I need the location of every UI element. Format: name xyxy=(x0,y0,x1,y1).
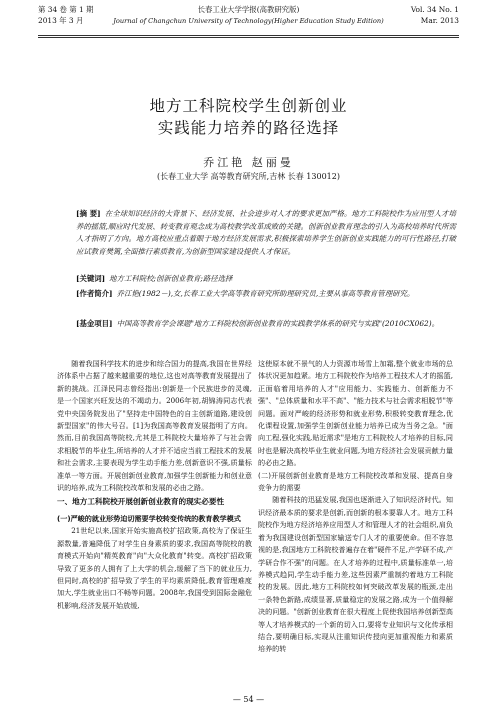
keywords-text: 地方工科院校;创新创业教育;路径选择 xyxy=(109,274,233,283)
subsection-heading-2: (二)开展创新创业教育是地方工科院校改革和发展、提高自身竞争力的需要 xyxy=(258,470,453,493)
section-heading-1: 一、地方工科院校开展创新创业教育的现实必要性 xyxy=(57,497,225,507)
header-journal-cn: 长春工业大学学报(高教研究版) xyxy=(197,5,300,14)
header-rule-thin xyxy=(38,37,459,38)
page-number: — 54 — xyxy=(232,695,265,704)
header-journal-en: Journal of Changchun University of Technology(Higher Education Study Edition) xyxy=(113,17,384,25)
header-date-en: Mar. 2013 xyxy=(420,16,459,25)
body-paragraph-left: 21世纪以来,国家开始实施高校扩招政策,高校为了保证生源数量,普遍降低了对学生自身素质的要求,我国高等院校的教育模式开始向"精英教育"向"大众化教育"转变。高校扩招政策导致了更多的人拥有了上大学的机会,缓解了当下的就业压力,但同时,高校的扩招导致了学生的平均素质降低,教育管理难度加大,学生就业出口不畅等问题。2008年,我国受到国际金融危机影响,经济发展开始放缓, xyxy=(57,526,252,610)
intro-paragraph: 随着我国科学技术的进步和综合国力的提高,我国在世界经济体系中占据了越来越重要的地位,这也对高等教育发展提出了新的挑战。江泽民同志曾经指出:创新是一个民族进步的灵魂,是一个国家兴旺发达的不竭动力。2006年初,胡锦涛同志代表党中央国务院发出了"坚持走中国特色的自主创新道路,建设创新型国家"的伟大号召。[1]为我国高等教育发展指明了方向。然而,目前我国高等院校,尤其是工科院校大量培养了与社会需求相脱节的毕业生,所培养的人才并不适应当前工程技术的发展和社会需求,主要表现为学生动手能力差,创新意识不强,质量标准单一等方面。开展创新创业教育,加强学生创新能力和创业意识的培养,成为工科院校改革和发展的必由之路。 xyxy=(57,359,252,493)
author-info xyxy=(76,288,456,301)
header-volume-en: Vol. 34 No. 1 xyxy=(410,5,459,14)
body-paragraph-right: 随着科技的迅猛发展,我国也逐渐进入了知识经济时代。知识经济最本质的要求是创新,而创新的根本要靠人才。地方工科院校作为地方经济培养应用型人才和管理人才的社会组织,肩负着为我国建设创新型国家输送专门人才的重要使命。但不容忽视的是,我国地方工科院校普遍存在着"硬件不足,产学研不成,产学研合作不强"的问题。在人才培养的过程中,质量标准单一,培养模式趋同,学生动手能力差,这些因素严重制约着地方工科院校的发展。因此,地方工科院校如何突破改革发展的瓶颈,走出一条特色新路,成绩显著,质量稳定的发展之路,成为一个值得解决的问题。"创新创业教育在很大程度上促使我国培养创新型高等人才培养模式的一个新的切入口,要将专业知识与文化传承相结合,要明确目标,实现从注重知识传授向更加重视能力和素质培养的转 xyxy=(258,495,453,654)
fund-project xyxy=(76,318,456,331)
header-rule xyxy=(38,35,459,36)
affiliation: (长春工业大学 高等教育研究所,吉林 长春 130012) xyxy=(157,172,340,181)
left-column xyxy=(57,358,252,612)
abstract xyxy=(76,208,456,258)
header-date-cn: 2013 年 3 月 xyxy=(38,16,84,25)
fund-text: 中国高等教育学会课题"地方工科院校创新创业教育的实践教学体系的研究与实践"(2010CX062)。 xyxy=(116,319,440,328)
keywords xyxy=(76,273,456,286)
fund-label: [基金项目] xyxy=(76,319,113,328)
article-title-line1: 地方工科院校学生创新创业 xyxy=(149,97,348,115)
right-column xyxy=(258,358,453,656)
continuation-paragraph: 这使原本就不景气的人力资源市场雪上加霜,整个就业市场的总体状况更加趋紧。地方工科院校作为培养工程技术人才的摇篮,正面临着用培养的人才"应用能力、实践能力、创新能力不强"、"总体质量和水平不高"、"能力技术与社会需求相脱节"等问题。面对严峻的经济形势和就业形势,积极转变教育理念,优化课程设置,加强学生创新创业能力培养已成为当务之急。"面向工程,强化实践,贴近需求"是地方工科院校人才培养的目标,同时也是解决高校毕业生就业问题,为地方经济社会发展贡献力量的必由之路。 xyxy=(258,359,453,468)
running-header xyxy=(0,5,497,45)
abstract-label: [摘 要] xyxy=(76,209,101,218)
article-title-line2: 实践能力培养的路径选择 xyxy=(157,119,340,137)
abstract-text: 在全球知识经济的大背景下、经济发展、社会进步对人才的要求更加严格。地方工科院校作为应用型人才培养的摇篮,顺应时代发展、转变教育观念成为高校教学改革成败的关键。创新创业教育理念的引入为高校培养时代所需人才指明了方向。地方高校应重点着眼于地方经济发展需求,积极探索培养学生创新创业实践能力的可行性路径,打破应试教育樊篱,全面推行素质教育,为创新型国家建设提供人才保证。 xyxy=(76,209,456,256)
author-info-label: [作者简介] xyxy=(76,289,113,298)
authors: 乔江艳 赵丽曼 xyxy=(203,156,294,169)
author-info-text: 乔江艳(1982－),女,长春工业大学高等教育研究所助理研究员,主要从事高等教育管理研究。 xyxy=(116,289,415,298)
subsection-heading-1: (一)严峻的就业形势迫切需要学校转变传统的教育教学模式 xyxy=(57,513,241,523)
keywords-label: [关键词] xyxy=(76,274,106,283)
header-volume-cn: 第 34 卷 第 1 期 xyxy=(38,5,94,14)
